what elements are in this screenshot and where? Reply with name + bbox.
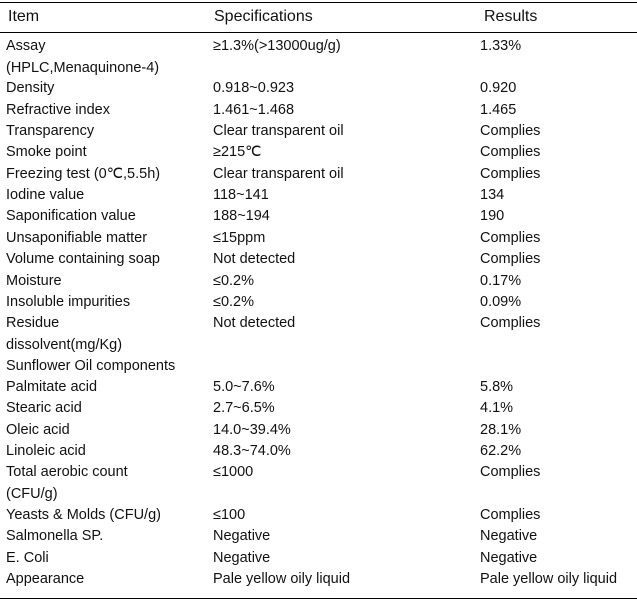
table-bottom-rule (0, 598, 637, 599)
result-cell: 4.1% (480, 400, 514, 416)
item-cell: Smoke point (6, 144, 87, 160)
specification-cell: ≤100 (213, 507, 246, 523)
item-cell: Refractive index (6, 102, 110, 118)
result-cell: 0.17% (480, 273, 522, 289)
item-cell: Iodine value (6, 187, 85, 203)
result-cell: 1.33% (480, 38, 522, 54)
specification-cell: 188~194 (213, 208, 270, 224)
specification-cell: Not detected (213, 315, 296, 331)
result-cell: Complies (480, 464, 541, 480)
item-cell: Palmitate acid (6, 379, 98, 395)
header-rule (0, 32, 637, 33)
item-cell: Yeasts & Molds (CFU/g) (6, 507, 161, 523)
item-cell: Linoleic acid (6, 443, 86, 459)
item-cell: Salmonella SP. (6, 528, 104, 544)
result-cell: Negative (480, 550, 538, 566)
result-cell: 28.1% (480, 422, 522, 438)
specification-cell: 48.3~74.0% (213, 443, 291, 459)
specification-cell: ≤0.2% (213, 273, 255, 289)
item-cell: Assay (6, 38, 46, 54)
result-cell: Complies (480, 507, 541, 523)
result-cell: Pale yellow oily liquid (480, 571, 618, 587)
result-cell: Complies (480, 251, 541, 267)
result-cell: Negative (480, 528, 538, 544)
header-item: Item (8, 8, 40, 25)
specification-cell: 118~141 (213, 187, 269, 203)
result-cell: 0.920 (480, 80, 517, 96)
table-header (0, 8, 637, 30)
result-cell: Complies (480, 144, 541, 160)
specification-cell: Pale yellow oily liquid (213, 571, 351, 587)
item-cell: (HPLC,Menaquinone-4) (6, 59, 160, 76)
item-cell: Density (6, 80, 55, 96)
result-cell: 134 (480, 187, 505, 203)
result-cell: 5.8% (480, 379, 514, 395)
item-cell: Transparency (6, 123, 95, 139)
specification-cell: Not detected (213, 251, 296, 267)
specification-cell: Negative (213, 528, 271, 544)
item-cell: Stearic acid (6, 400, 82, 416)
specification-cell: ≥1.3%(>13000ug/g) (213, 38, 341, 54)
item-cell: Oleic acid (6, 422, 70, 438)
result-cell: Complies (480, 166, 541, 182)
result-cell: 190 (480, 208, 505, 224)
specification-cell: 1.461~1.468 (213, 102, 295, 118)
specification-cell: 0.918~0.923 (213, 80, 295, 96)
table-top-rule (0, 2, 637, 3)
result-cell: Complies (480, 230, 541, 246)
specification-cell: 14.0~39.4% (213, 422, 291, 438)
header-specifications: Specifications (214, 8, 313, 25)
item-cell: (CFU/g) (6, 485, 58, 502)
specification-cell: ≤0.2% (213, 294, 255, 310)
item-cell: Saponification value (6, 208, 136, 224)
item-cell: Volume containing soap (6, 251, 160, 267)
item-cell: Unsaponifiable matter (6, 230, 148, 246)
item-cell: Total aerobic count (6, 464, 128, 480)
item-cell: Insoluble impurities (6, 294, 131, 310)
item-cell: Moisture (6, 273, 62, 289)
specification-cell: Negative (213, 550, 271, 566)
result-cell: 1.465 (480, 102, 517, 118)
specification-cell: ≤1000 (213, 464, 254, 480)
header-results: Results (484, 8, 538, 25)
result-cell: Complies (480, 315, 541, 331)
specification-cell: ≤15ppm (213, 230, 266, 246)
result-cell: 0.09% (480, 294, 522, 310)
specification-cell: Clear transparent oil (213, 166, 344, 182)
item-cell: E. Coli (6, 550, 49, 566)
item-cell: dissolvent(mg/Kg) (6, 336, 123, 353)
item-cell: Freezing test (0℃,5.5h) (6, 166, 161, 182)
specification-cell: ≥215℃ (213, 144, 262, 160)
item-cell: Residue (6, 315, 60, 331)
specification-cell: Clear transparent oil (213, 123, 344, 139)
specification-cell: 2.7~6.5% (213, 400, 275, 416)
item-cell: Appearance (6, 571, 85, 587)
result-cell: 62.2% (480, 443, 522, 459)
specification-cell: 5.0~7.6% (213, 379, 275, 395)
result-cell: Complies (480, 123, 541, 139)
item-cell: Sunflower Oil components (6, 358, 176, 374)
